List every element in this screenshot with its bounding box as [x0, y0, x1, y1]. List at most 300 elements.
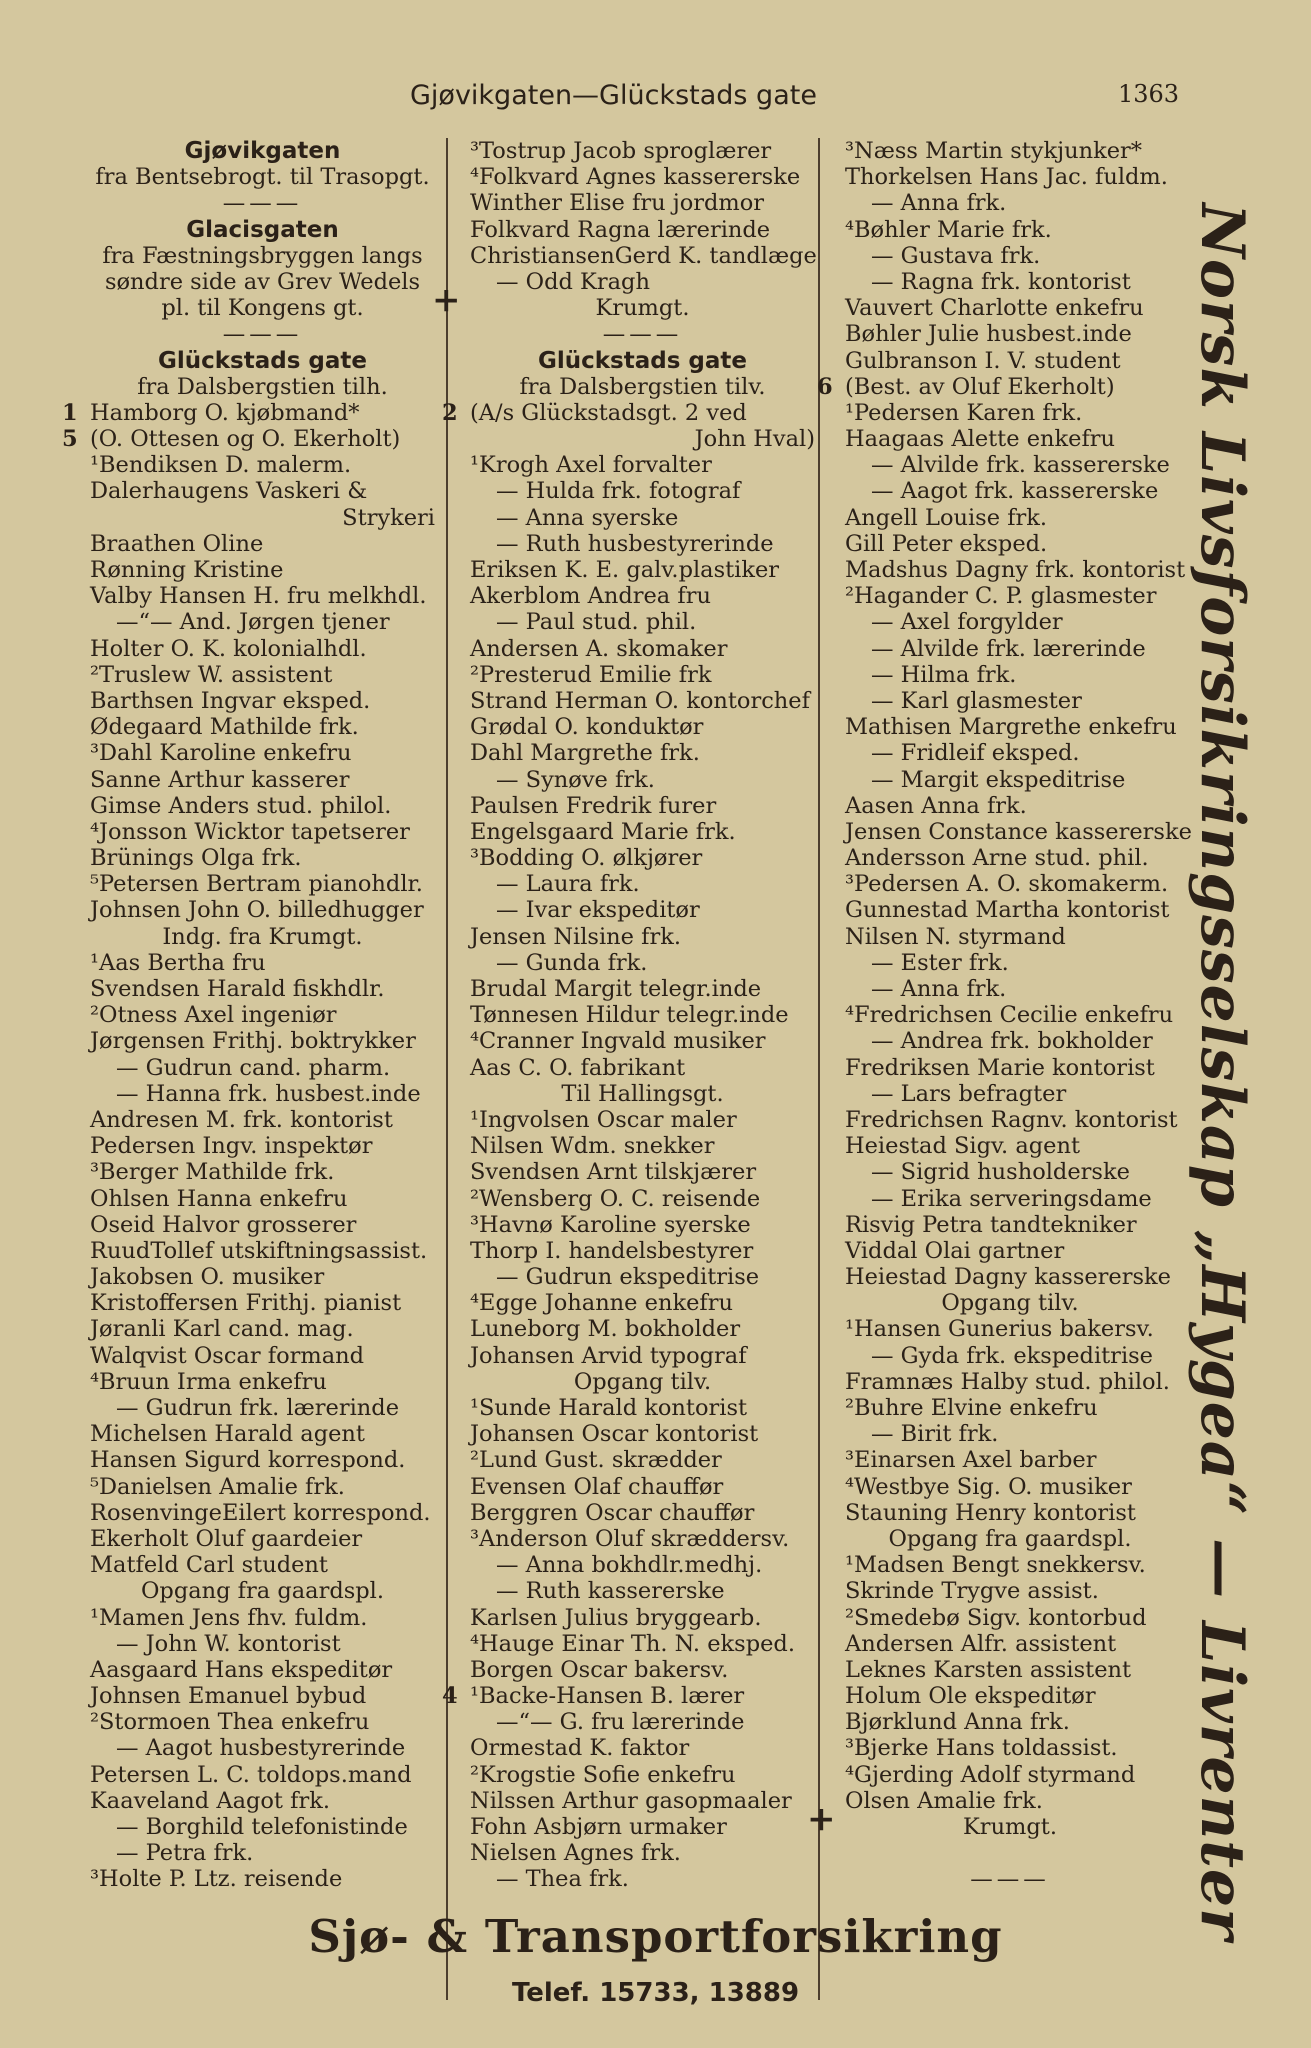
directory-column-3 [807, 138, 1192, 1893]
directory-entry [845, 1212, 1175, 1238]
directory-entry [470, 1343, 815, 1369]
entry-text: Opgang tilv. [573, 1368, 712, 1395]
footer-telephone: Telef. 15733, 13889 [511, 1978, 800, 2008]
entry-text: Heiestad Dagny kassererske [845, 1264, 1171, 1291]
entry-text: Johansen Arvid typograf [470, 1342, 747, 1369]
directory-entry [845, 1395, 1175, 1421]
directory-entry [470, 1186, 815, 1212]
directory-entry [470, 269, 815, 295]
directory-entry [470, 217, 815, 243]
entry-text: Svendsen Harald fiskhdlr. [90, 976, 385, 1002]
entry-text: ——— [222, 190, 303, 217]
entry-text: (Best. av Oluf Ekerholt) [845, 373, 1115, 400]
entry-text: — Ragna frk. kontorist [871, 268, 1131, 295]
entry-text: — Aagot husbestyrerinde [116, 1735, 406, 1762]
entry-text: ²Wensberg O. C. reisende [470, 1185, 761, 1212]
house-number: 4 [442, 1683, 458, 1710]
directory-entry [845, 190, 1175, 216]
entry-text: ¹Pedersen Karen frk. [845, 399, 1083, 426]
directory-entry [90, 505, 435, 531]
cross-street-mark: + [807, 1799, 836, 1839]
directory-entry [845, 1735, 1175, 1761]
entry-text: ³Holte P. Ltz. reisende [90, 1866, 343, 1893]
directory-entry [845, 714, 1175, 740]
directory-entry [845, 1447, 1175, 1473]
directory-entry [845, 1578, 1175, 1604]
entry-text: Karlsen Julius bryggearb. [470, 1604, 762, 1631]
entry-text: ³Dahl Karoline enkefru [90, 740, 352, 767]
directory-entry [470, 871, 815, 897]
directory-entry [470, 1474, 815, 1500]
directory-entry [90, 531, 435, 557]
directory-entry [470, 1526, 815, 1552]
directory-entry [845, 1106, 1178, 1133]
directory-entry [845, 426, 1175, 452]
entry-text: Skrinde Trygve assist. [845, 1578, 1099, 1605]
entry-text: Madshus Dagny frk. kontorist [845, 557, 1186, 583]
directory-entry [90, 662, 435, 688]
directory-entry [90, 714, 435, 740]
entry-text: Mathisen Margrethe enkefru [845, 714, 1177, 741]
entry-text: ⁴Hauge Einar Th. N. eksped. [470, 1630, 795, 1657]
entry-text: Ødegaard Mathilde frk. [90, 714, 359, 741]
directory-entry [90, 478, 435, 504]
entry-text: Olsen Amalie frk. [845, 1787, 1043, 1814]
directory-entry [470, 1866, 815, 1892]
entry-text: Risvig Petra tandtekniker [845, 1211, 1137, 1238]
entry-text: ³Berger Mathilde frk. [90, 1159, 335, 1186]
footer-advertisement: Sjø- & Transportforsikring [308, 1910, 1003, 1963]
directory-entry [90, 1447, 435, 1473]
entry-text: — Fridleif eksped. [871, 740, 1080, 767]
directory-entry [470, 1055, 815, 1081]
entry-text: — Sigrid husholderske [871, 1159, 1130, 1186]
directory-entry [90, 976, 435, 1002]
entry-text: Nielsen Agnes frk. [470, 1840, 681, 1867]
directory-entry [90, 1631, 435, 1657]
directory-entry [845, 557, 1186, 583]
entry-text: ¹Bendiksen D. malerm. [90, 452, 352, 479]
entry-text: Ormestad K. faktor [470, 1735, 690, 1762]
entry-text: ——— [222, 321, 303, 348]
entry-text: — Lars befragter [871, 1080, 1067, 1107]
entry-text: Michelsen Harald agent [90, 1421, 365, 1448]
entry-text: — Andrea frk. bokholder [871, 1028, 1153, 1055]
entry-text: Dalerhaugens Vaskeri & [90, 478, 368, 505]
entry-text: Glückstads gate [157, 347, 367, 374]
entry-text: fra Fæstningsbryggen langs [102, 242, 423, 269]
entry-text: Indg. fra Krumgt. [162, 923, 363, 950]
side-advertisement [1172, 203, 1272, 1941]
entry-text: ⁴Egge Johanne enkefru [470, 1290, 733, 1317]
directory-entry [90, 1343, 435, 1369]
entry-text: — Gudrun cand. pharm. [116, 1054, 391, 1081]
entry-text: ⁴Jonsson Wicktor tapetserer [90, 818, 410, 845]
directory-entry [442, 399, 815, 426]
directory-entry [90, 1788, 435, 1814]
entry-text: Luneborg M. bokholder [470, 1316, 741, 1343]
entry-text: Kaaveland Aagot frk. [90, 1787, 330, 1814]
directory-entry [845, 138, 1175, 164]
entry-text: — Gyda frk. ekspeditrise [871, 1342, 1153, 1369]
directory-entry [470, 1814, 815, 1840]
section-divider [470, 321, 815, 347]
directory-entry [470, 1159, 815, 1185]
entry-text: Vauvert Charlotte enkefru [845, 295, 1144, 322]
entry-text: — Aagot frk. kassererske [871, 478, 1159, 505]
entry-text: Jensen Constance kassererske [845, 818, 1192, 845]
entry-text: — Alvilde frk. kassererske [871, 452, 1170, 479]
entry-text: Nilsen Wdm. snekker [470, 1133, 715, 1160]
directory-entry [90, 1840, 435, 1866]
directory-entry [845, 818, 1192, 845]
entry-text: Jakobsen O. musiker [90, 1264, 325, 1291]
entry-text: Berggren Oscar chauffør [470, 1499, 755, 1526]
entry-text: ²Otness Axel ingeniør [90, 1002, 337, 1029]
directory-entry [845, 767, 1175, 793]
entry-text: ⁴Bøhler Marie frk. [845, 216, 1052, 243]
entry-text: — Laura frk. [496, 871, 640, 898]
entry-text: — Anna frk. [871, 190, 1007, 217]
directory-column-1 [62, 138, 435, 1893]
directory-entry [90, 1735, 435, 1761]
directory-entry [470, 426, 815, 452]
entry-text: ²Lund Gust. skrædder [470, 1447, 722, 1474]
directory-entry [470, 1552, 815, 1578]
entry-text: Thorp I. handelsbestyrer [470, 1237, 754, 1264]
entry-text: ¹Backe-Hansen B. lærer [470, 1683, 745, 1710]
entry-text: Jensen Nilsine frk. [470, 923, 681, 950]
directory-entry [90, 793, 435, 819]
directory-entry [845, 1552, 1175, 1578]
section-divider [845, 1866, 1175, 1892]
entry-text: Fohn Asbjørn urmaker [470, 1814, 727, 1840]
entry-text: — Anna frk. [871, 976, 1007, 1002]
directory-entry [845, 1657, 1175, 1683]
entry-text: Ekerholt Oluf gaardeier [90, 1525, 363, 1552]
directory-entry [470, 1421, 815, 1447]
house-number: 6 [817, 373, 833, 400]
entry-text: ¹Krogh Axel forvalter [470, 452, 712, 479]
directory-entry [470, 1316, 815, 1342]
street-note [90, 269, 435, 295]
entry-text: Oseid Halvor grosserer [90, 1211, 357, 1238]
entry-text: — Gudrun frk. lærerinde [116, 1395, 400, 1421]
entry-text: Gjøvikgaten [184, 138, 341, 164]
directory-entry [845, 1709, 1175, 1735]
street-note [90, 243, 435, 269]
entry-text: Hansen Sigurd korrespond. [90, 1447, 406, 1474]
directory-entry [845, 1186, 1175, 1212]
directory-entry [470, 609, 815, 635]
entry-text: Gulbranson I. V. student [845, 347, 1121, 374]
entry-text: Stauning Henry kontorist [845, 1499, 1136, 1526]
street-note [90, 924, 435, 950]
directory-entry [90, 452, 435, 478]
directory-entry [470, 1657, 815, 1683]
street-note [845, 1290, 1175, 1316]
directory-entry [470, 1735, 815, 1761]
entry-text: ¹Madsen Bengt snekkersv. [845, 1552, 1146, 1579]
directory-entry [845, 164, 1175, 190]
directory-entry [845, 793, 1175, 819]
section-divider [90, 321, 435, 347]
street-heading [470, 348, 815, 374]
directory-entry [90, 1264, 435, 1290]
directory-entry [90, 1762, 435, 1788]
house-number: 1 [62, 399, 78, 426]
entry-text: ³Pedersen A. O. skomakerm. [845, 871, 1169, 898]
entry-text: ¹Hansen Gunerius bakersv. [845, 1316, 1154, 1343]
entry-text: Hamborg O. kjøbmand* [90, 399, 360, 426]
entry-text: — Erika serveringsdame [871, 1185, 1152, 1212]
entry-text: ¹Aas Bertha fru [90, 949, 266, 976]
directory-entry [845, 1500, 1175, 1526]
entry-text: Framnæs Halby stud. philol. [845, 1368, 1170, 1395]
entry-text: — Alvilde frk. lærerinde [871, 635, 1146, 662]
entry-text: ⁴Fredrichsen Cecilie enkefru [845, 1002, 1174, 1029]
directory-entry [470, 1238, 815, 1264]
directory-entry [470, 243, 815, 269]
directory-entry [470, 1002, 815, 1028]
entry-text: ³Havnø Karoline syerske [470, 1211, 751, 1238]
directory-entry [90, 609, 435, 635]
entry-text: John Hval) [694, 426, 815, 453]
directory-entry [470, 1605, 815, 1631]
entry-text: Borgen Oscar bakersv. [470, 1656, 729, 1683]
directory-entry [845, 636, 1175, 662]
entry-text: — Petra frk. [116, 1840, 254, 1867]
entry-text: Opgang fra gaardspl. [888, 1525, 1132, 1552]
directory-entry [90, 740, 435, 766]
directory-entry [470, 190, 815, 216]
entry-text: ³Anderson Oluf skræddersv. [470, 1525, 790, 1552]
directory-entry [90, 1212, 435, 1238]
entry-text: —“— And. Jørgen tjener [116, 609, 390, 636]
entry-text: Johnsen Emanuel bybud [90, 1683, 367, 1710]
directory-entry [90, 1159, 435, 1185]
directory-entry [817, 373, 1175, 400]
entry-text: fra Bentsebrogt. til Trasopgt. [95, 164, 430, 191]
page-number: 1363 [1118, 80, 1180, 108]
directory-entry [90, 1081, 435, 1107]
entry-text: Heiestad Sigv. agent [845, 1133, 1081, 1160]
directory-entry [845, 1605, 1175, 1631]
entry-text: Gunnestad Martha kontorist [845, 897, 1170, 924]
directory-entry [470, 1762, 815, 1788]
entry-text: Walqvist Oscar formand [90, 1342, 365, 1369]
directory-entry [62, 426, 435, 453]
entry-text: ³Bodding O. ølkjører [470, 845, 703, 872]
directory-entry [470, 1788, 815, 1814]
directory-entry [90, 1395, 435, 1421]
entry-text: Gimse Anders stud. philol. [90, 792, 392, 819]
directory-entry [90, 1474, 435, 1500]
directory-entry [470, 1578, 815, 1604]
directory-entry [470, 505, 815, 531]
entry-text: ⁵Danielsen Amalie frk. [90, 1473, 345, 1500]
entry-text: Jøranli Karl cand. mag. [90, 1316, 354, 1343]
directory-entry [470, 924, 815, 950]
entry-text: — Gunda frk. [496, 949, 648, 976]
entry-text: (A/s Glückstadsgt. 2 ved [470, 399, 747, 426]
entry-text: Matfeld Carl student [90, 1552, 328, 1579]
directory-entry [90, 950, 435, 976]
directory-entry [90, 688, 435, 714]
directory-entry [90, 557, 435, 583]
directory-entry [90, 1028, 435, 1054]
directory-entry [470, 740, 815, 766]
directory-entry [845, 400, 1175, 426]
directory-entry [90, 1683, 435, 1709]
directory-entry [90, 1421, 435, 1447]
entry-text: Krumgt. [963, 1814, 1057, 1840]
cross-street-mark: + [432, 280, 461, 321]
directory-entry [90, 1107, 435, 1133]
entry-text: RuudTollef utskiftningsassist. [90, 1237, 428, 1264]
directory-entry [470, 819, 815, 845]
directory-entry [845, 1316, 1175, 1342]
entry-text: Nilssen Arthur gasopmaaler [470, 1787, 792, 1814]
entry-text: — Synøve frk. [496, 766, 655, 793]
street-note [90, 374, 435, 400]
entry-text: Engelsgaard Marie frk. [470, 818, 736, 845]
entry-text: Dahl Margrethe frk. [470, 740, 700, 767]
entry-text: Angell Louise frk. [845, 504, 1048, 531]
entry-text: Rønning Kristine [90, 557, 284, 583]
entry-text: Gill Peter eksped. [845, 530, 1048, 557]
directory-entry [845, 609, 1175, 635]
directory-entry [470, 1840, 815, 1866]
entry-text: ¹Sunde Harald kontorist [470, 1395, 748, 1421]
entry-text: Brünings Olga frk. [90, 845, 302, 872]
section-divider [90, 190, 435, 216]
entry-text: Glückstads gate [537, 347, 747, 374]
entry-text: Tønnesen Hildur telegr.inde [470, 1002, 789, 1029]
entry-text: — Ruth husbestyrerinde [496, 530, 774, 557]
street-heading [90, 217, 435, 243]
directory-entry [845, 1002, 1175, 1028]
directory-entry [845, 1343, 1175, 1369]
entry-text: — Gudrun ekspeditrise [496, 1264, 760, 1291]
directory-entry [470, 662, 815, 688]
entry-text: Haagaas Alette enkefru [845, 426, 1116, 453]
entry-text: Brudal Margit telegr.inde [470, 976, 762, 1002]
directory-entry [845, 1159, 1175, 1185]
house-number: 5 [62, 426, 78, 453]
entry-text: — Odd Kragh [496, 268, 650, 295]
entry-text: Kristoffersen Frithj. pianist [90, 1290, 402, 1317]
directory-entry [90, 1238, 435, 1264]
entry-text: Pedersen Ingv. inspektør [90, 1133, 373, 1160]
entry-text: Evensen Olaf chauffør [470, 1473, 724, 1500]
directory-entry [845, 478, 1175, 504]
entry-text: Fredriksen Marie kontorist [845, 1054, 1155, 1081]
directory-entry [470, 138, 815, 164]
entry-text: Grødal O. konduktør [470, 714, 704, 741]
house-number: 2 [442, 399, 458, 426]
directory-entry [90, 1526, 435, 1552]
directory-entry [90, 1290, 435, 1316]
directory-entry [845, 1840, 1175, 1866]
entry-text: — Birit frk. [871, 1421, 999, 1448]
entry-text: — Margit ekspeditrise [871, 766, 1126, 793]
entry-text: fra Dalsbergstien tilv. [519, 373, 766, 400]
entry-text: — Ruth kassererske [496, 1578, 725, 1605]
entry-text: — Paul stud. phil. [496, 609, 697, 636]
entry-text: Leknes Karsten assistent [845, 1656, 1132, 1683]
street-heading [90, 138, 435, 164]
directory-entry [90, 1316, 435, 1342]
entry-text: Holum Ole ekspeditør [845, 1683, 1096, 1710]
directory-entry [845, 662, 1175, 688]
directory-entry [470, 636, 815, 662]
entry-text: ³Bjerke Hans toldassist. [845, 1735, 1118, 1762]
entry-text: ³Einarsen Axel barber [845, 1447, 1097, 1474]
entry-text: Holter O. K. kolonialhdl. [90, 635, 367, 662]
directory-entry [90, 871, 435, 897]
directory-entry [90, 1186, 435, 1212]
entry-text: ²Truslew W. assistent [90, 661, 333, 688]
directory-entry [845, 217, 1175, 243]
entry-text: — Ivar ekspeditør [496, 897, 700, 924]
entry-text: — Hulda frk. fotograf [496, 478, 741, 505]
entry-text: Johansen Oscar kontorist [470, 1421, 759, 1448]
directory-entry [470, 452, 815, 478]
entry-text: — Anna syerske [496, 504, 679, 531]
directory-entry [845, 1238, 1175, 1264]
directory-entry [845, 1762, 1175, 1788]
entry-text: Strykeri [342, 504, 435, 531]
directory-entry [470, 767, 815, 793]
entry-text: ⁵Petersen Bertram pianohdlr. [90, 871, 423, 898]
entry-text: Thorkelsen Hans Jac. fuldm. [845, 164, 1168, 191]
entry-text: ²Stormoen Thea enkefru [90, 1709, 370, 1736]
directory-entry [90, 1866, 435, 1892]
entry-text: Aasgaard Hans ekspeditør [90, 1656, 393, 1683]
directory-entry [470, 164, 815, 190]
entry-text: Braathen Oline [90, 530, 264, 557]
directory-entry [90, 1605, 435, 1631]
entry-text: Opgang tilv. [941, 1290, 1079, 1317]
entry-text: ²Hagander C. P. glasmester [845, 583, 1157, 610]
entry-text: ChristiansenGerd K. tandlæge [470, 242, 817, 269]
directory-entry [845, 871, 1175, 897]
entry-text: ——— [602, 321, 683, 348]
directory-entry [470, 1212, 815, 1238]
directory-entry [442, 1683, 815, 1710]
directory-entry [62, 399, 435, 426]
directory-entry [845, 1133, 1175, 1159]
directory-entry [90, 845, 435, 871]
entry-text: Folkvard Ragna lærerinde [470, 216, 771, 243]
entry-text: — Gustava frk. [871, 242, 1041, 269]
entry-text: Krumgt. [595, 295, 690, 322]
directory-entry [90, 636, 435, 662]
entry-text: ——— [970, 1866, 1050, 1893]
entry-text: Bjørklund Anna frk. [845, 1709, 1070, 1736]
directory-entry [470, 976, 815, 1002]
directory-entry [470, 531, 815, 557]
directory-entry [845, 740, 1175, 766]
directory-entry [845, 505, 1175, 531]
street-note [90, 295, 435, 321]
directory-entry [470, 1264, 815, 1290]
directory-entry [845, 452, 1175, 478]
directory-entry [845, 583, 1175, 609]
entry-text: Glacisgaten [186, 216, 339, 243]
street-note [470, 1369, 815, 1395]
